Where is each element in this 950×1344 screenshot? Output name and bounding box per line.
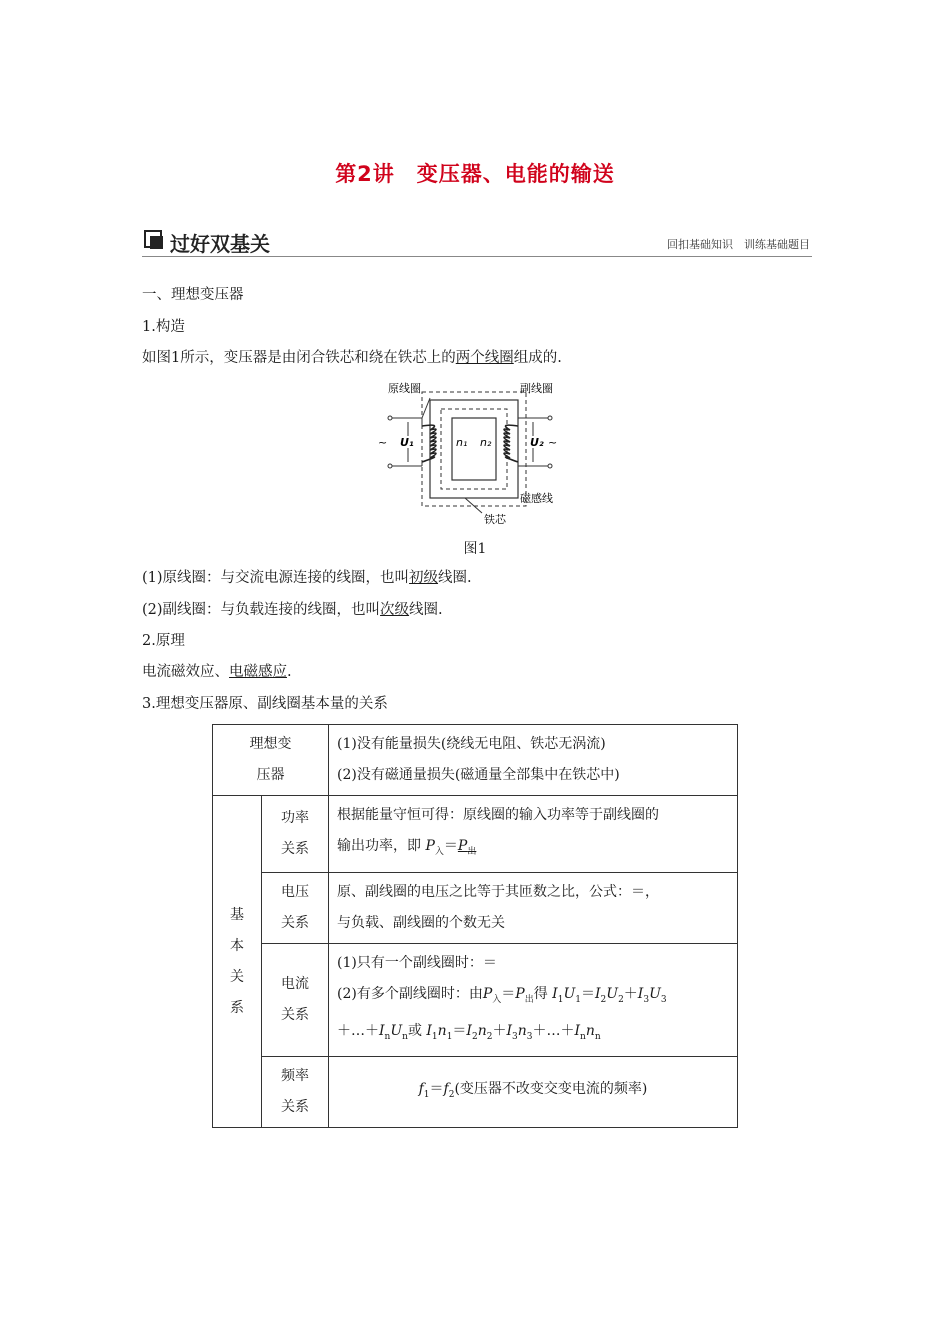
list-item: (1)原线圈：与交流电源连接的线圈，也叫初级线圈. (142, 570, 472, 586)
figure-caption: 图1 (463, 541, 487, 557)
subsection-heading: 2.原理 (142, 633, 185, 649)
label-tilde-left: ~ (378, 436, 388, 449)
underlined-answer: 电磁感应 (229, 664, 287, 680)
section-banner (142, 228, 812, 257)
table-cell: 原、副线圈的电压之比等于其匝数之比，公式：＝， 与负载、副线圈的个数无关 (329, 872, 738, 943)
label-u1: U₁ (400, 436, 414, 449)
label-u2: U₂ (530, 436, 544, 449)
table-cell: 电流 关系 (262, 943, 329, 1057)
table-cell: 频率 关系 (262, 1057, 329, 1128)
table-row (213, 872, 738, 943)
square-icon (144, 230, 164, 250)
table-cell: 功率 关系 (262, 796, 329, 873)
table-cell: (1)只有一个副线圈时：＝ (2)有多个副线圈时：由$P_入=P_出$得 $I_1U_1=I_2U_2+I_3U_3$ $+\dots+I_nU_n$或 $I_1n_1=I_2n_2+I_3n_3+\dots+I_nn_n$ (329, 943, 738, 1057)
label-primary: 原线圈 (388, 382, 421, 395)
subsection-heading: 3.理想变压器原、副线圈基本量的关系 (142, 696, 388, 712)
subsection-heading: 1.构造 (142, 319, 185, 335)
paragraph: 电流磁效应、电磁感应. (142, 664, 292, 680)
underlined-answer: 初级 (409, 570, 439, 586)
label-secondary: 副线圈 (520, 382, 553, 395)
table-row (213, 1057, 738, 1128)
relation-table (212, 724, 738, 1128)
table-cell: $f_1=f_2$(变压器不改变交变电流的频率) (329, 1057, 738, 1128)
page-title: 第2讲 变压器、电能的输送 (335, 162, 615, 186)
table-cell: (1)没有能量损失(绕线无电阻、铁芯无涡流) (2)没有磁通量损失(磁通量全部集中在铁芯中) (329, 725, 738, 796)
paragraph: 如图1所示，变压器是由闭合铁芯和绕在铁芯上的两个线圈组成的. (142, 350, 562, 366)
underlined-answer: 两个线圈 (455, 350, 514, 366)
banner-title: 过好双基关 (170, 232, 270, 256)
table-cell: 根据能量守恒可得：原线圈的输入功率等于副线圈的 输出功率，即 $P_入=P_出$ (329, 796, 738, 873)
list-item: (2)副线圈：与负载连接的线圈，也叫次级线圈. (142, 602, 443, 618)
underlined-answer: 次级 (380, 602, 410, 618)
table-cell: 理想变 压器 (213, 725, 329, 796)
section-heading: 一、理想变压器 (142, 287, 244, 303)
label-core: 铁芯 (484, 513, 506, 526)
table-cell: 基 本 关 系 (213, 796, 262, 1128)
table-row (213, 725, 738, 796)
label-n1: n₁ (456, 436, 468, 449)
banner-subtitle: 回扣基础知识 训练基础题目 (667, 238, 810, 251)
transformer-figure (370, 378, 570, 526)
table-row (213, 796, 738, 873)
label-n2: n₂ (480, 436, 492, 449)
label-tilde-right: ~ (548, 436, 558, 449)
table-row (213, 943, 738, 1057)
table-cell: 电压 关系 (262, 872, 329, 943)
label-flux: 磁感线 (520, 492, 553, 505)
